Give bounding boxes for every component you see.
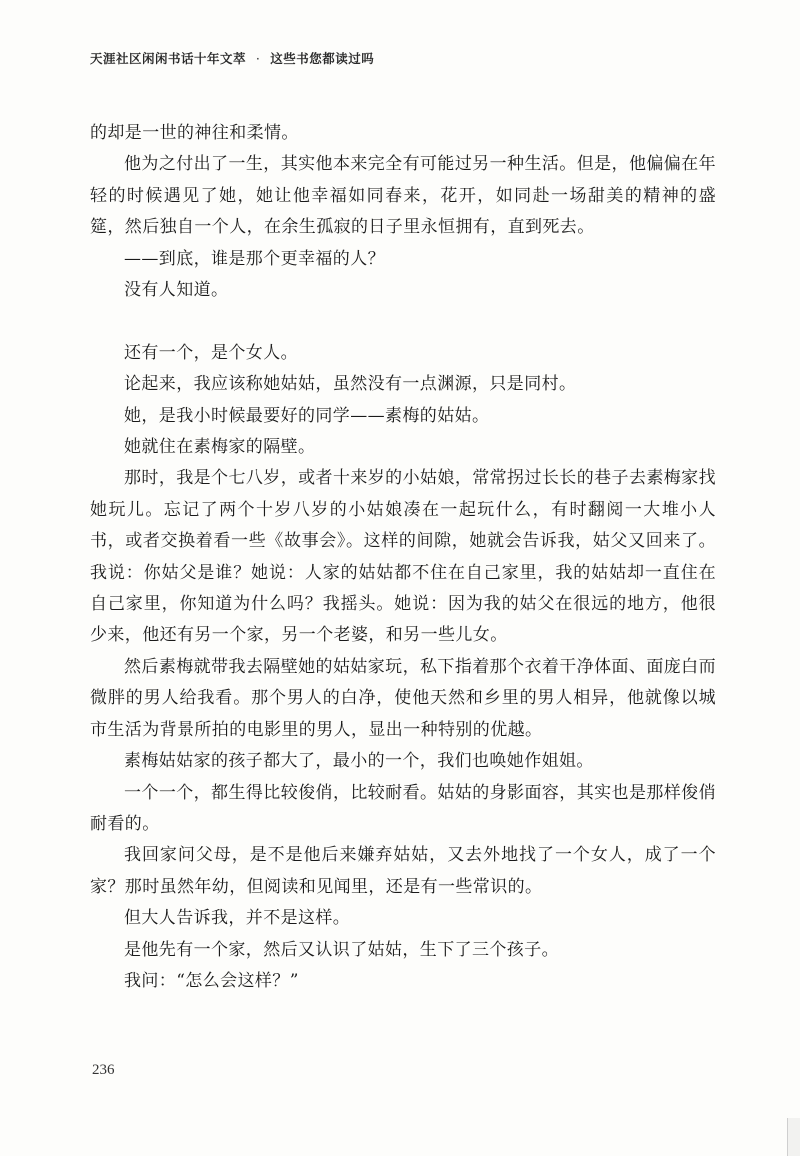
paragraph: 我问：“怎么会这样？” — [124, 970, 299, 991]
paragraph: 他为之付出了一生，其实他本来完全有可能过另一种生活。但是，他偏偏在年轻的时候遇见了她，她让他幸福如同春来，花开，如同赴一场甜美的精神的盛筵，然后独自一个人，在余生孤寂的日子里永恒拥有，直到死去。 — [90, 154, 716, 238]
header-separator: · — [255, 51, 261, 66]
paragraph: 还有一个，是个女人。 — [124, 342, 298, 363]
paragraph: 的却是一世的神往和柔情。 — [90, 123, 299, 143]
paragraph: 论起来，我应该称她姑姑，虽然没有一点渊源，只是同村。 — [124, 374, 577, 395]
body-text — [90, 118, 716, 997]
paragraph: 然后素梅就带我去隔壁她的姑姑家玩，私下指着那个衣着干净体面、面庞白而微胖的男人给我看。那个男人的白净，使他天然和乡里的男人相异，他就像以城市生活为背景所拍的电影里的男人，显出一种特别的优越。 — [90, 656, 716, 740]
paragraph: 但大人告诉我，并不是这样。 — [124, 908, 351, 929]
paragraph: 我回家问父母，是不是他后来嫌弃姑姑，又去外地找了一个女人，成了一个家？那时虽然年幼，但阅读和见闻里，还是有一些常识的。 — [90, 845, 716, 897]
paragraph: 那时，我是个七八岁，或者十来岁的小姑娘，常常拐过长长的巷子去素梅家找她玩儿。忘记了两个十岁八岁的小姑娘凑在一起玩什么，有时翻阅一大堆小人书，或者交换着看一些《故事会》。这样的间隙，她就会告诉我，姑父又回来了。我说：你姑父是谁？她说：人家的姑姑都不住在自己家里，我的姑姑却一直住在自己家里，你知道为什么吗？我摇头。她说：因为我的姑父在很远的地方，他很少来，他还有另一个家，另一个老婆，和另一些儿女。 — [90, 468, 716, 646]
paragraph: ——到底，谁是那个更幸福的人？ — [124, 248, 385, 269]
paragraph: 素梅姑姑家的孩子都大了，最小的一个，我们也唤她作姐姐。 — [124, 751, 594, 772]
section-break — [90, 306, 716, 337]
paragraph: 是他先有一个家，然后又认识了姑姑，生下了三个孩子。 — [124, 939, 559, 960]
header-title: 天涯社区闲闲书话十年文萃 — [90, 51, 247, 66]
page-number: 236 — [92, 1062, 115, 1078]
paragraph: 没有人知道。 — [124, 280, 229, 301]
header-subtitle: 这些书您都读过吗 — [270, 51, 375, 66]
running-header — [90, 49, 374, 67]
paragraph: 一个一个，都生得比较俊俏，比较耐看。姑姑的身影面容，其实也是那样俊俏耐看的。 — [90, 782, 716, 834]
paragraph: 她，是我小时候最要好的同学——素梅的姑姑。 — [124, 405, 490, 426]
paragraph: 她就住在素梅家的隔壁。 — [124, 437, 316, 458]
page-edge — [787, 1118, 800, 1156]
